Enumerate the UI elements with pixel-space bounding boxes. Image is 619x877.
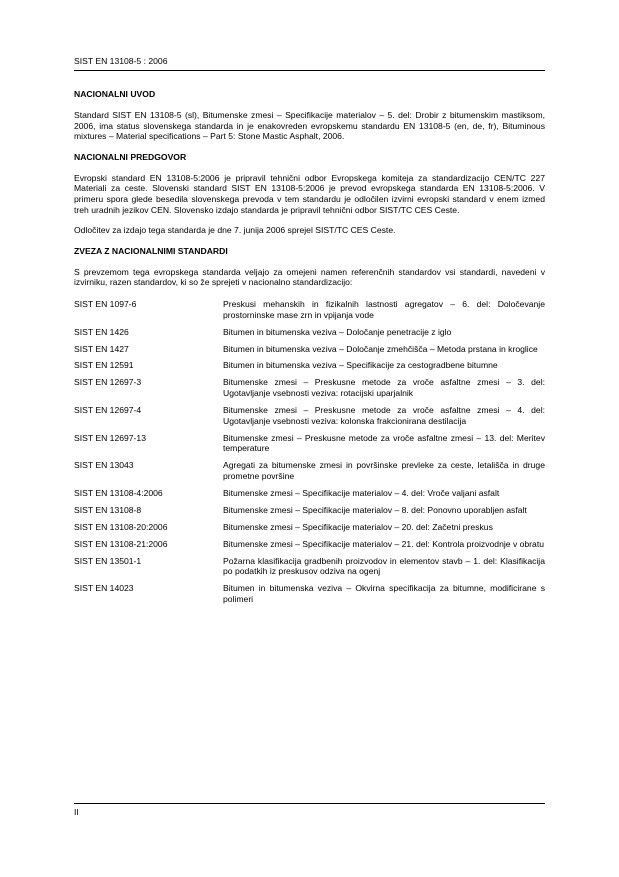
table-row xyxy=(74,299,545,320)
table-row xyxy=(74,433,545,454)
standard-description: Bitumenske zmesi – Specifikacije materialov – 21. del: Kontrola proizvodnje v obratu xyxy=(223,538,544,549)
uvod-paragraph: Standard SIST EN 13108-5 (sl), Bitumenske zmesi – Specifikacije materialov – 5. del: Drobir z bitumenskim mastiksom, 2006, ima status slovenskega standarda in je enakovreden evropskemu standardu EN 13108-5 (en, de, fr), Bituminous mixtures – Material specifications – Part 5: Stone Mastic Asphalt, 2006. xyxy=(74,110,545,142)
table-row xyxy=(74,505,545,516)
standard-code: SIST EN 13043 xyxy=(74,460,134,471)
table-row xyxy=(74,377,545,398)
table-row xyxy=(74,488,545,499)
predgovor-paragraph-1: Evropski standard EN 13108-5:2006 je pripravil tehnični odbor Evropskega komiteja za standardizacijo CEN/TC 227 Materiali za ceste. Slovenski standard SIST EN 13108-5:2006 je prevod evropskega standarda EN 13108-5:2006. V primeru spora glede besedila slovenskega prevoda v tem standardu je odločilen izvirni evropski standard v enem izmed treh uradnih jezikov CEN. Slovensko izdajo standarda je pripravil tehnični odbor SIST/TC CES Ceste. xyxy=(74,172,545,215)
table-row xyxy=(74,583,545,604)
standard-code: SIST EN 13501-1 xyxy=(74,555,142,566)
table-row xyxy=(74,405,545,426)
standard-code: SIST EN 13108-21:2006 xyxy=(74,538,168,549)
table-row xyxy=(74,556,545,577)
standard-code: SIST EN 14023 xyxy=(74,583,134,594)
standard-description: Bitumenske zmesi – Preskusne metode za vroče asfaltne zmesi – 4. del: Ugotavljanje vsebnosti veziva: kolonska frakcionirana destilacija xyxy=(223,405,545,426)
document-page xyxy=(74,56,545,611)
standard-description: Bitumen in bitumenska veziva – Specifikacije za cestogradbene bitumne xyxy=(223,360,498,371)
standards-table xyxy=(74,299,545,605)
section-title-uvod: NACIONALNI UVOD xyxy=(74,89,156,99)
section-title-zveza: ZVEZA Z NACIONALNIMI STANDARDI xyxy=(74,245,228,256)
section-title-predgovor: NACIONALNI PREDGOVOR xyxy=(74,151,187,162)
standard-description: Požarna klasifikacija gradbenih proizvodov in elementov stavb – 1. del: Klasifikacija po podatkih iz preskusov odziva na ogenj xyxy=(223,555,545,577)
table-row xyxy=(74,539,545,550)
standard-description: Bitumenske zmesi – Preskusne metode za vroče asfaltne zmesi – 13. del: Meritev temperature xyxy=(223,432,545,454)
zveza-intro: S prevzemom tega evropskega standarda veljajo za omejeni namen referenčnih standardov vsi standardi, navedeni v izvirniku, razen standardov, ki so že sprejeti v nacionalno standardizacijo: xyxy=(74,266,545,288)
standard-description: Bitumen in bitumenska veziva – Določanje penetracije z iglo xyxy=(223,326,452,337)
standard-code: SIST EN 1097-6 xyxy=(74,298,137,309)
table-row xyxy=(74,360,545,371)
standard-code: SIST EN 13108-4:2006 xyxy=(74,487,163,498)
table-row xyxy=(74,327,545,338)
predgovor-paragraph-2: Odločitev za izdajo tega standarda je dne 7. junija 2006 sprejel SIST/TC CES Ceste. xyxy=(74,225,396,236)
standard-description: Agregati za bitumenske zmesi in površinske prevleke za ceste, letališča in druge prometne površine xyxy=(223,460,545,481)
table-row xyxy=(74,460,545,481)
running-header: SIST EN 13108-5 : 2006 xyxy=(74,56,545,71)
standard-description: Bitumenske zmesi – Specifikacije materialov – 8. del: Ponovno uporabljen asfalt xyxy=(223,504,527,515)
standard-description: Bitumenske zmesi – Specifikacije materialov – 4. del: Vroče valjani asfalt xyxy=(223,487,500,498)
standard-code: SIST EN 12697-13 xyxy=(74,432,146,443)
standard-description: Bitumen in bitumenska veziva – Okvirna specifikacija za bitumne, modificirane s polimeri xyxy=(223,583,545,604)
standard-code: SIST EN 1427 xyxy=(74,343,129,354)
standard-code: SIST EN 13108-8 xyxy=(74,504,142,515)
page-footer xyxy=(74,803,545,817)
standard-code: SIST EN 12591 xyxy=(74,360,134,371)
standard-description: Bitumenske zmesi – Specifikacije materialov – 20. del: Začetni preskus xyxy=(223,521,493,532)
table-row xyxy=(74,522,545,533)
standard-code: SIST EN 12697-4 xyxy=(74,405,142,416)
standard-code: SIST EN 1426 xyxy=(74,326,129,337)
page-number: II xyxy=(74,807,79,817)
standard-description: Preskusi mehanskih in fizikalnih lastnosti agregatov – 6. del: Določevanje prostorninske mase zrn in vpijanja vode xyxy=(223,298,545,320)
standard-code: SIST EN 13108-20:2006 xyxy=(74,521,168,532)
standard-description: Bitumen in bitumenska veziva – Določanje zmehčišča – Metoda prstana in kroglice xyxy=(223,343,538,354)
table-row xyxy=(74,344,545,355)
standard-code: SIST EN 12697-3 xyxy=(74,377,142,388)
standard-description: Bitumenske zmesi – Preskusne metode za vroče asfaltne zmesi – 3. del: Ugotavljanje vsebnosti veziva: rotacijski uparjalnik xyxy=(223,377,545,399)
